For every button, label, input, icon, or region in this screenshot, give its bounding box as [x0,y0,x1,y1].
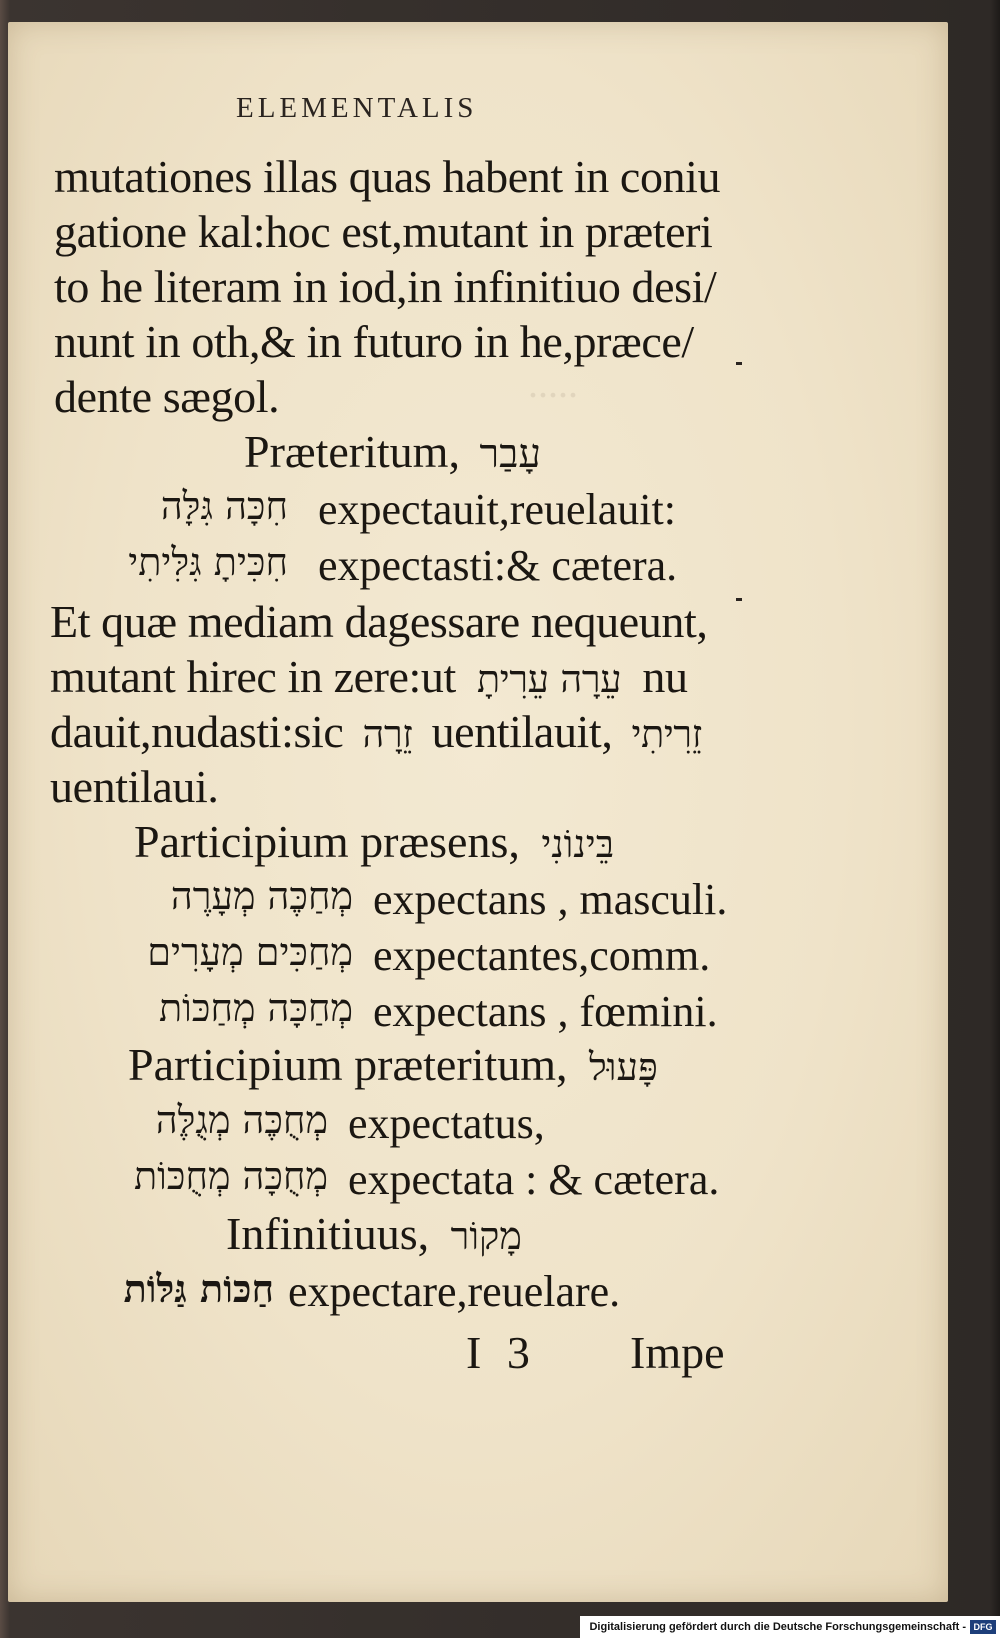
latin-gloss: expectans , fœmini. [373,987,718,1036]
section-label: Participium præsens, [134,816,520,867]
body-line-2: gatione kal:hoc est,mutant in præteri [54,206,713,257]
hebrew-example: זֵרָה [362,712,413,756]
latin-text: uentilauit, [431,706,613,757]
paradigm-row [42,1266,762,1318]
signature-mark: I 3 [466,1327,530,1378]
hebrew-form: מְחַכִּים מְעָרִים [147,930,353,974]
digitization-credit [580,1616,1000,1638]
section-hebrew: עָבַר [479,431,542,477]
latin-gloss: expectantes,comm. [373,931,711,980]
latin-gloss: expectatus, [348,1099,545,1148]
paragraph-line: Et quæ mediam dagessare nequeunt, [50,596,708,647]
dfg-logo-icon: DFG [970,1620,996,1634]
latin-gloss: expectans , masculi. [373,875,728,924]
latin-gloss: expectauit,reuelauit: [318,485,676,534]
paragraph-line [50,705,702,758]
section-hebrew: בֵּינוֹנִי [541,822,615,866]
paradigm-row [48,874,768,926]
latin-text: nu [642,651,688,702]
paradigm-row [48,1154,768,1206]
section-label: Participium præteritum, [128,1039,568,1090]
paradigm-row [48,986,768,1038]
latin-text: mutant hirec in zere:ut [50,651,456,702]
body-line-4: nunt in oth,& in futuro in he,præce/ [54,316,694,367]
catchword: Impe [630,1327,725,1378]
running-title: ELEMENTALIS [236,92,478,124]
latin-gloss: expectasti:& cætera. [318,541,678,590]
hebrew-example: זֵרִיתִי [631,712,702,756]
body-line-3: to he literam in iod,in infinitiuo desi/ [54,261,717,312]
hebrew-form: מְחֻכָּה מְחֻכּוֹת [133,1154,328,1198]
latin-text: dauit,nudasti:sic [50,706,344,757]
section-label: Infinitiuus, [226,1208,430,1259]
hebrew-form: חַכּוֹת גַּלּוֹת [123,1266,274,1311]
section-heading-participium-praesens [134,815,614,868]
paradigm-row [48,484,728,536]
edge-mark [736,598,742,601]
body-line-5: dente sægol. [54,371,280,422]
bleed-through-text: ..... [528,361,578,406]
section-heading-infinitiuus [226,1207,522,1260]
section-hebrew: פָּעוּל [589,1045,658,1089]
paradigm-row [48,930,768,982]
hebrew-form: חִכִּיתָ גִּלִּיתִי [128,540,288,584]
latin-gloss: expectare,reuelare. [288,1267,621,1316]
paradigm-row [48,1098,768,1150]
paragraph-line [50,650,688,703]
book-page [8,22,948,1602]
edge-mark [736,362,742,365]
section-heading-praeteritum [244,425,541,478]
section-heading-participium-praeteritum [128,1038,658,1091]
hebrew-form: מְחַכֶּה מְעָרֶה [170,874,353,918]
section-hebrew: מָקוֹר [450,1214,522,1258]
body-line-1: mutationes illas quas habent in coniu [54,151,721,202]
paradigm-row [48,540,728,592]
credit-text: Digitalisierung gefördert durch die Deutsche Forschungsgemeinschaft - [589,1621,966,1633]
section-label: Præteritum, [244,426,460,477]
hebrew-form: מְחַכָּה מְחַכּוֹת [158,986,353,1030]
paragraph-line: uentilaui. [50,761,219,812]
latin-gloss: expectata : & cætera. [348,1155,720,1204]
hebrew-example: עֵרָה עֵרִיתָ [477,657,622,701]
hebrew-form: מְחֻכֶּה מְגֻלֶּה [155,1098,328,1142]
hebrew-form: חִכָּה גִּלָּה [160,484,288,528]
